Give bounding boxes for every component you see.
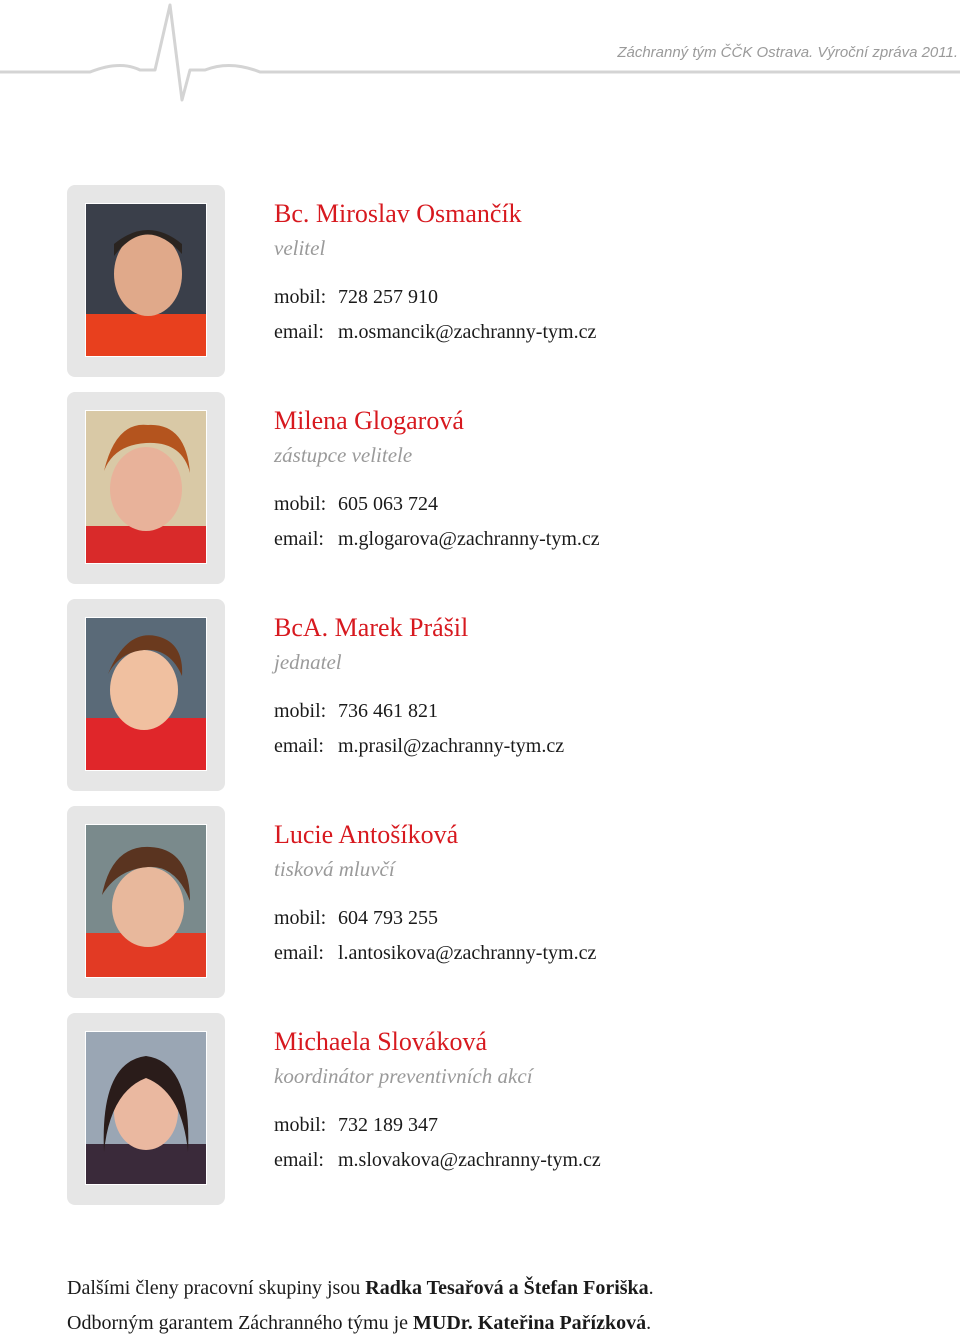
photo-frame [67,806,225,998]
mobile-label: mobil: [274,700,327,722]
person-card [67,392,947,584]
photo-frame [67,392,225,584]
footer-members-prefix: Dalšími členy pracovní skupiny jsou [67,1277,366,1299]
email-link[interactable]: m.slovakova@zachranny-tym.cz [338,1149,601,1171]
email-link[interactable]: m.glogarova@zachranny-tym.cz [338,528,600,550]
person-card [67,806,947,998]
email-link[interactable]: l.antosikova@zachranny-tym.cz [338,942,597,964]
footer-guarantor-suffix: . [646,1312,652,1334]
mobile-value: 728 257 910 [338,286,438,308]
mobile-line [274,1114,438,1137]
mobile-value: 736 461 821 [338,700,438,722]
mobile-value: 605 063 724 [338,493,438,515]
email-label: email: [274,735,324,757]
person-role: zástupce velitele [274,443,413,467]
portrait-photo [85,410,207,564]
email-line [274,735,564,758]
footer-members-names: Radka Tesařová a Štefan Foriška [365,1277,649,1299]
person-name: Lucie Antošíková [274,820,459,849]
person-card [67,1013,947,1205]
portrait-photo [85,824,207,978]
person-role: koordinátor preventivních akcí [274,1064,533,1088]
mobile-line [274,493,438,516]
person-name: BcA. Marek Prášil [274,613,469,642]
portrait-photo [85,203,207,357]
email-label: email: [274,321,324,343]
portrait-photo [85,1031,207,1185]
person-role: velitel [274,236,326,260]
photo-frame [67,1013,225,1205]
mobile-value: 604 793 255 [338,907,438,929]
footer-guarantor-name: MUDr. Kateřina Pařízková [413,1312,647,1334]
email-label: email: [274,528,324,550]
footer-members-line [67,1277,654,1300]
email-line [274,942,596,965]
person-role: jednatel [274,650,342,674]
mobile-label: mobil: [274,286,327,308]
mobile-label: mobil: [274,493,327,515]
footer-guarantor-prefix: Odborným garantem Záchranného týmu je [67,1312,413,1334]
person-role: tisková mluvčí [274,857,395,881]
email-label: email: [274,1149,324,1171]
portrait-photo [85,617,207,771]
footer-members-suffix: . [648,1277,654,1299]
photo-frame [67,599,225,791]
person-name: Michaela Slováková [274,1027,487,1056]
mobile-line [274,286,438,309]
email-line [274,528,600,551]
mobile-line [274,700,438,723]
person-name: Bc. Miroslav Osmančík [274,199,522,228]
footer-guarantor-line [67,1312,651,1335]
mobile-label: mobil: [274,907,327,929]
person-name: Milena Glogarová [274,406,464,435]
email-link[interactable]: m.prasil@zachranny-tym.cz [338,735,565,757]
mobile-value: 732 189 347 [338,1114,438,1136]
mobile-label: mobil: [274,1114,327,1136]
email-line [274,321,596,344]
email-link[interactable]: m.osmancik@zachranny-tym.cz [338,321,597,343]
person-card [67,185,947,377]
email-label: email: [274,942,324,964]
header-title: Záchranný tým ČČK Ostrava. Výroční zpráva 2011. [617,44,958,61]
mobile-line [274,907,438,930]
person-card [67,599,947,791]
email-line [274,1149,601,1172]
photo-frame [67,185,225,377]
